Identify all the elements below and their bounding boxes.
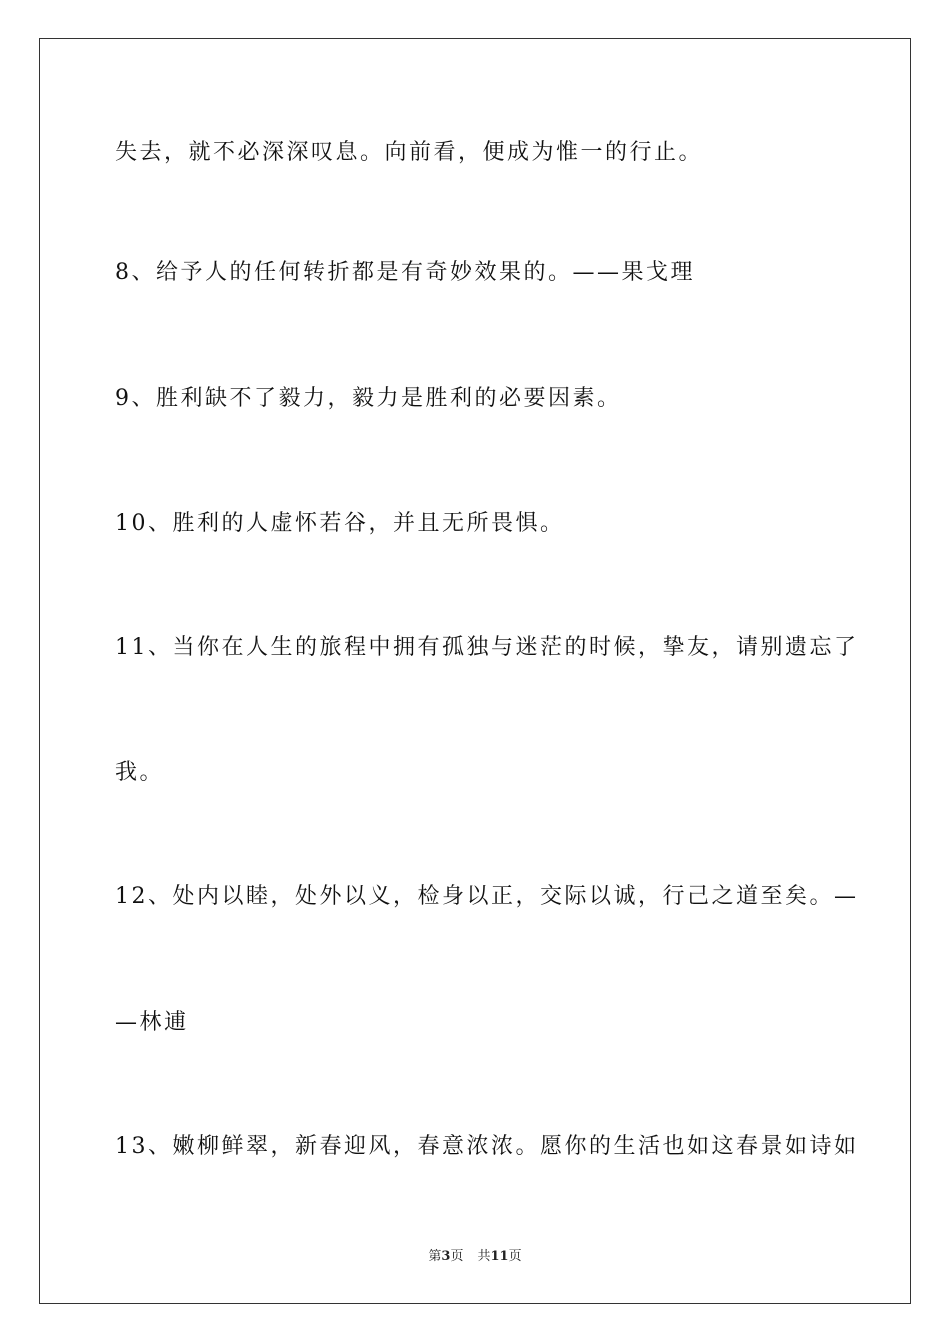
footer-page-suffix: 页	[450, 1249, 464, 1264]
text-line-2: 8、给予人的任何转折都是有奇妙效果的。——果戈理	[115, 260, 695, 285]
page-footer	[0, 1248, 950, 1266]
text-line-5: 11、当你在人生的旅程中拥有孤独与迷茫的时候，挚友，请别遗忘了	[115, 635, 859, 660]
footer-page-number: 3	[441, 1249, 451, 1264]
footer-total-prefix: 共	[477, 1249, 491, 1264]
text-line-4: 10、胜利的人虚怀若谷，并且无所畏惧。	[115, 511, 565, 536]
footer-total-pages: 11	[490, 1249, 509, 1264]
text-line-6: 我。	[115, 760, 165, 785]
text-line-1: 失去，就不必深深叹息。向前看，便成为惟一的行止。	[115, 140, 704, 165]
text-line-7: 12、处内以睦，处外以义，检身以正，交际以诚，行己之道至矣。—	[115, 884, 859, 909]
footer-page-prefix: 第	[428, 1249, 442, 1264]
text-line-8: —林逋	[115, 1010, 189, 1035]
page-frame	[39, 38, 911, 1304]
footer-total-suffix: 页	[508, 1249, 522, 1264]
text-line-9: 13、嫩柳鲜翠，新春迎风，春意浓浓。愿你的生活也如这春景如诗如	[115, 1134, 859, 1159]
text-line-3: 9、胜利缺不了毅力，毅力是胜利的必要因素。	[115, 386, 622, 411]
